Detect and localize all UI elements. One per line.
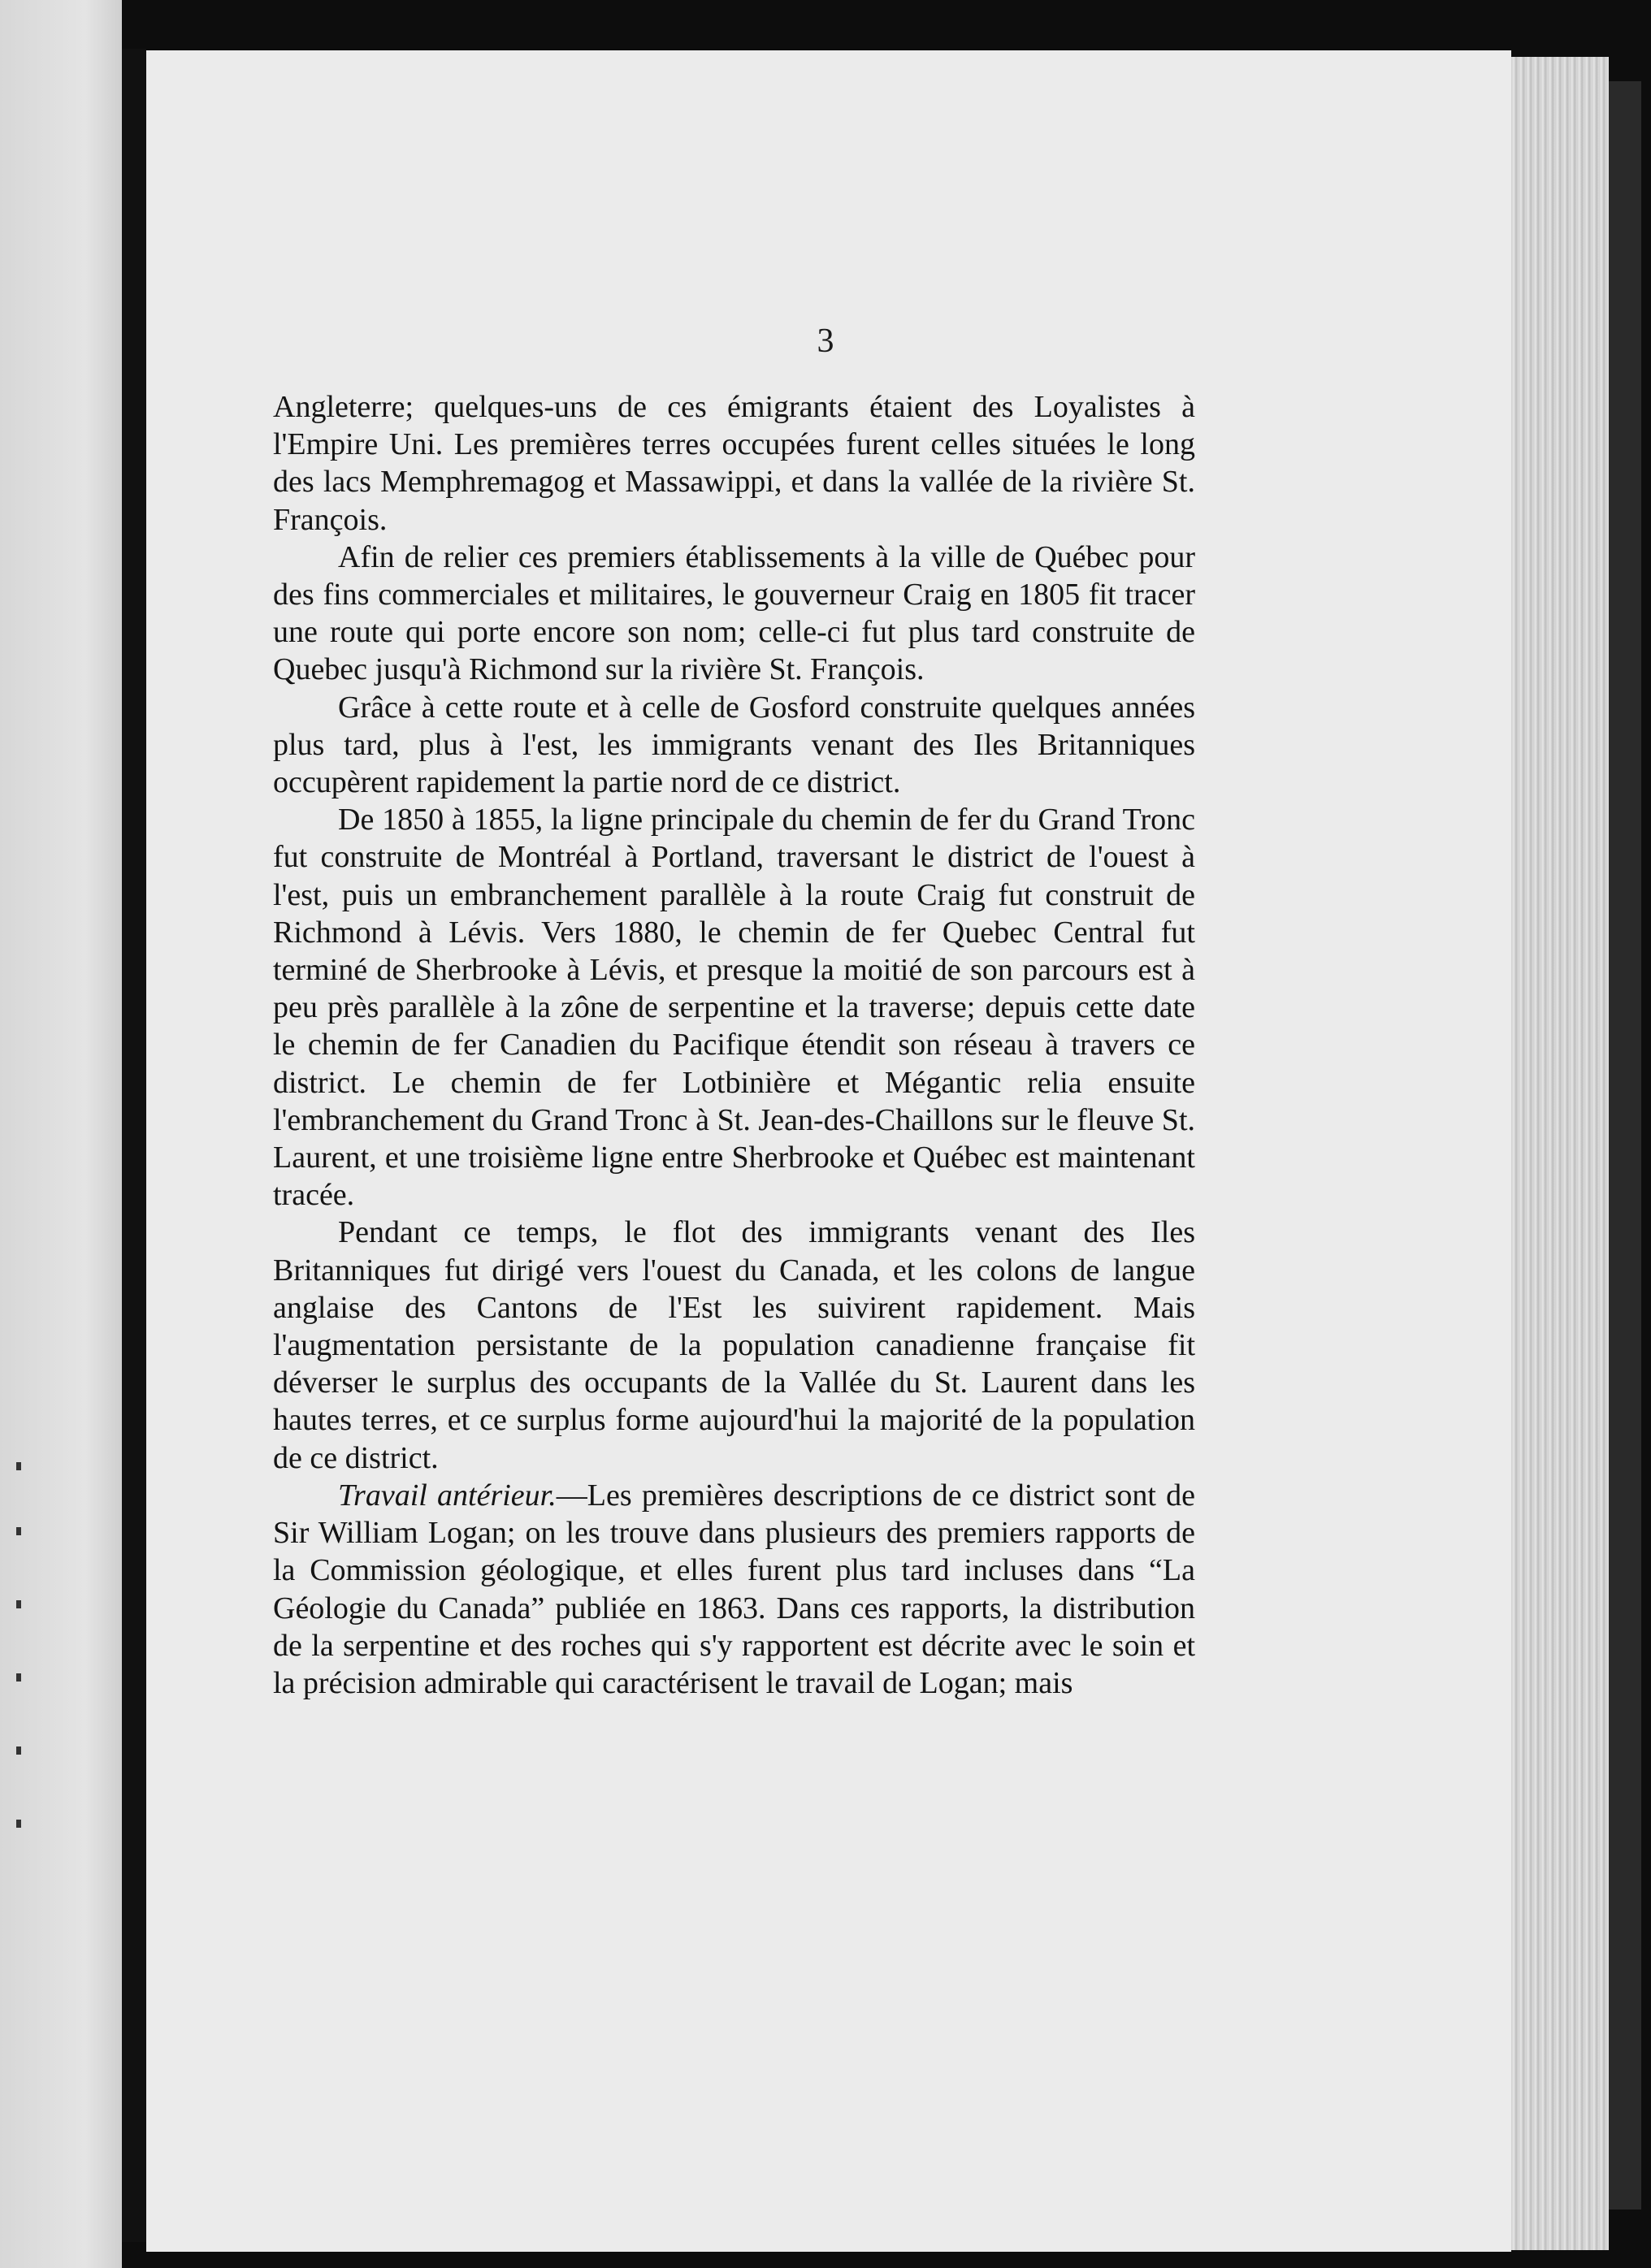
- paragraph: Pendant ce temps, le flot des immigrants venant des Iles Britanniques fut dirigé vers l'ouest du Canada, et les colons de langue anglaise des Cantons de l'Est les suivirent rapidement. Mais l'augmentation persistante de la population canadienne française fit déverser le surplus des occupants de la Vallée du St. Laurent dans les hautes terres, et ce surplus forme aujourd'hui la majorité de la population de ce district.: [273, 1215, 1195, 1475]
- paragraph-with-heading: [273, 1477, 1195, 1702]
- paragraph: De 1850 à 1855, la ligne principale du chemin de fer du Grand Tronc fut construite de Montréal à Portland, traversant le district de l'ouest à l'est, puis un embranchement parallèle à la route Craig fut construit de Richmond à Lévis. Vers 1880, le chemin de fer Quebec Central fut terminé de Sherbrooke à Lévis, et presque la moitié de son parcours est à peu près parallèle à la zône de serpentine et la traverse; depuis cette date le chemin de fer Canadien du Pacifique étendit son réseau à travers ce district. Le chemin de fer Lotbinière et Mégantic relia ensuite l'embranchement du Grand Tronc à St. Jean-des-Chaillons sur le fleuve St. Laurent, et une troisième ligne entre Sherbrooke et Québec est maintenant tracée.: [273, 803, 1195, 1213]
- paragraph: Afin de relier ces premiers établissements à la ville de Québec pour des fins commerciales et militaires, le gouverneur Craig en 1805 fit tracer une route qui porte encore son nom; celle-ci fut plus tard construite de Quebec jusqu'à Richmond sur la rivière St. François.: [273, 539, 1195, 687]
- paragraph: Grâce à cette route et à celle de Gosford construite quelques années plus tard, plus à l'est, les immigrants venant des Iles Britanniques occupèrent rapidement la partie nord de ce district.: [273, 690, 1195, 800]
- paragraph-text: —Les premières descriptions de ce district sont de Sir William Logan; on les trouve dans plusieurs des premiers rapports de la Commission géologique, et elles furent plus tard incluses dans “La Géologie du Canada” publiée en 1863. Dans ces rapports, la distribution de la serpentine et des roches qui s'y rapportent est décrite avec le soin et la précision admirable qui caractérisent le travail de Logan; mais: [273, 1478, 1195, 1700]
- page-stack-edges: [1511, 57, 1609, 2250]
- paragraph: Angleterre; quelques-uns de ces émigrants étaient des Loyalistes à l'Empire Uni. Les premières terres occupées furent celles situées le long des lacs Memphremagog et Massawippi, et dans la vallée de la rivière St. François.: [273, 390, 1195, 537]
- page-number: 3: [817, 322, 834, 360]
- book-spine-shadow: [122, 49, 146, 2242]
- section-heading: Travail antérieur.: [338, 1478, 557, 1513]
- facing-page-marks: [16, 1462, 32, 1868]
- body-text: [273, 388, 1195, 1702]
